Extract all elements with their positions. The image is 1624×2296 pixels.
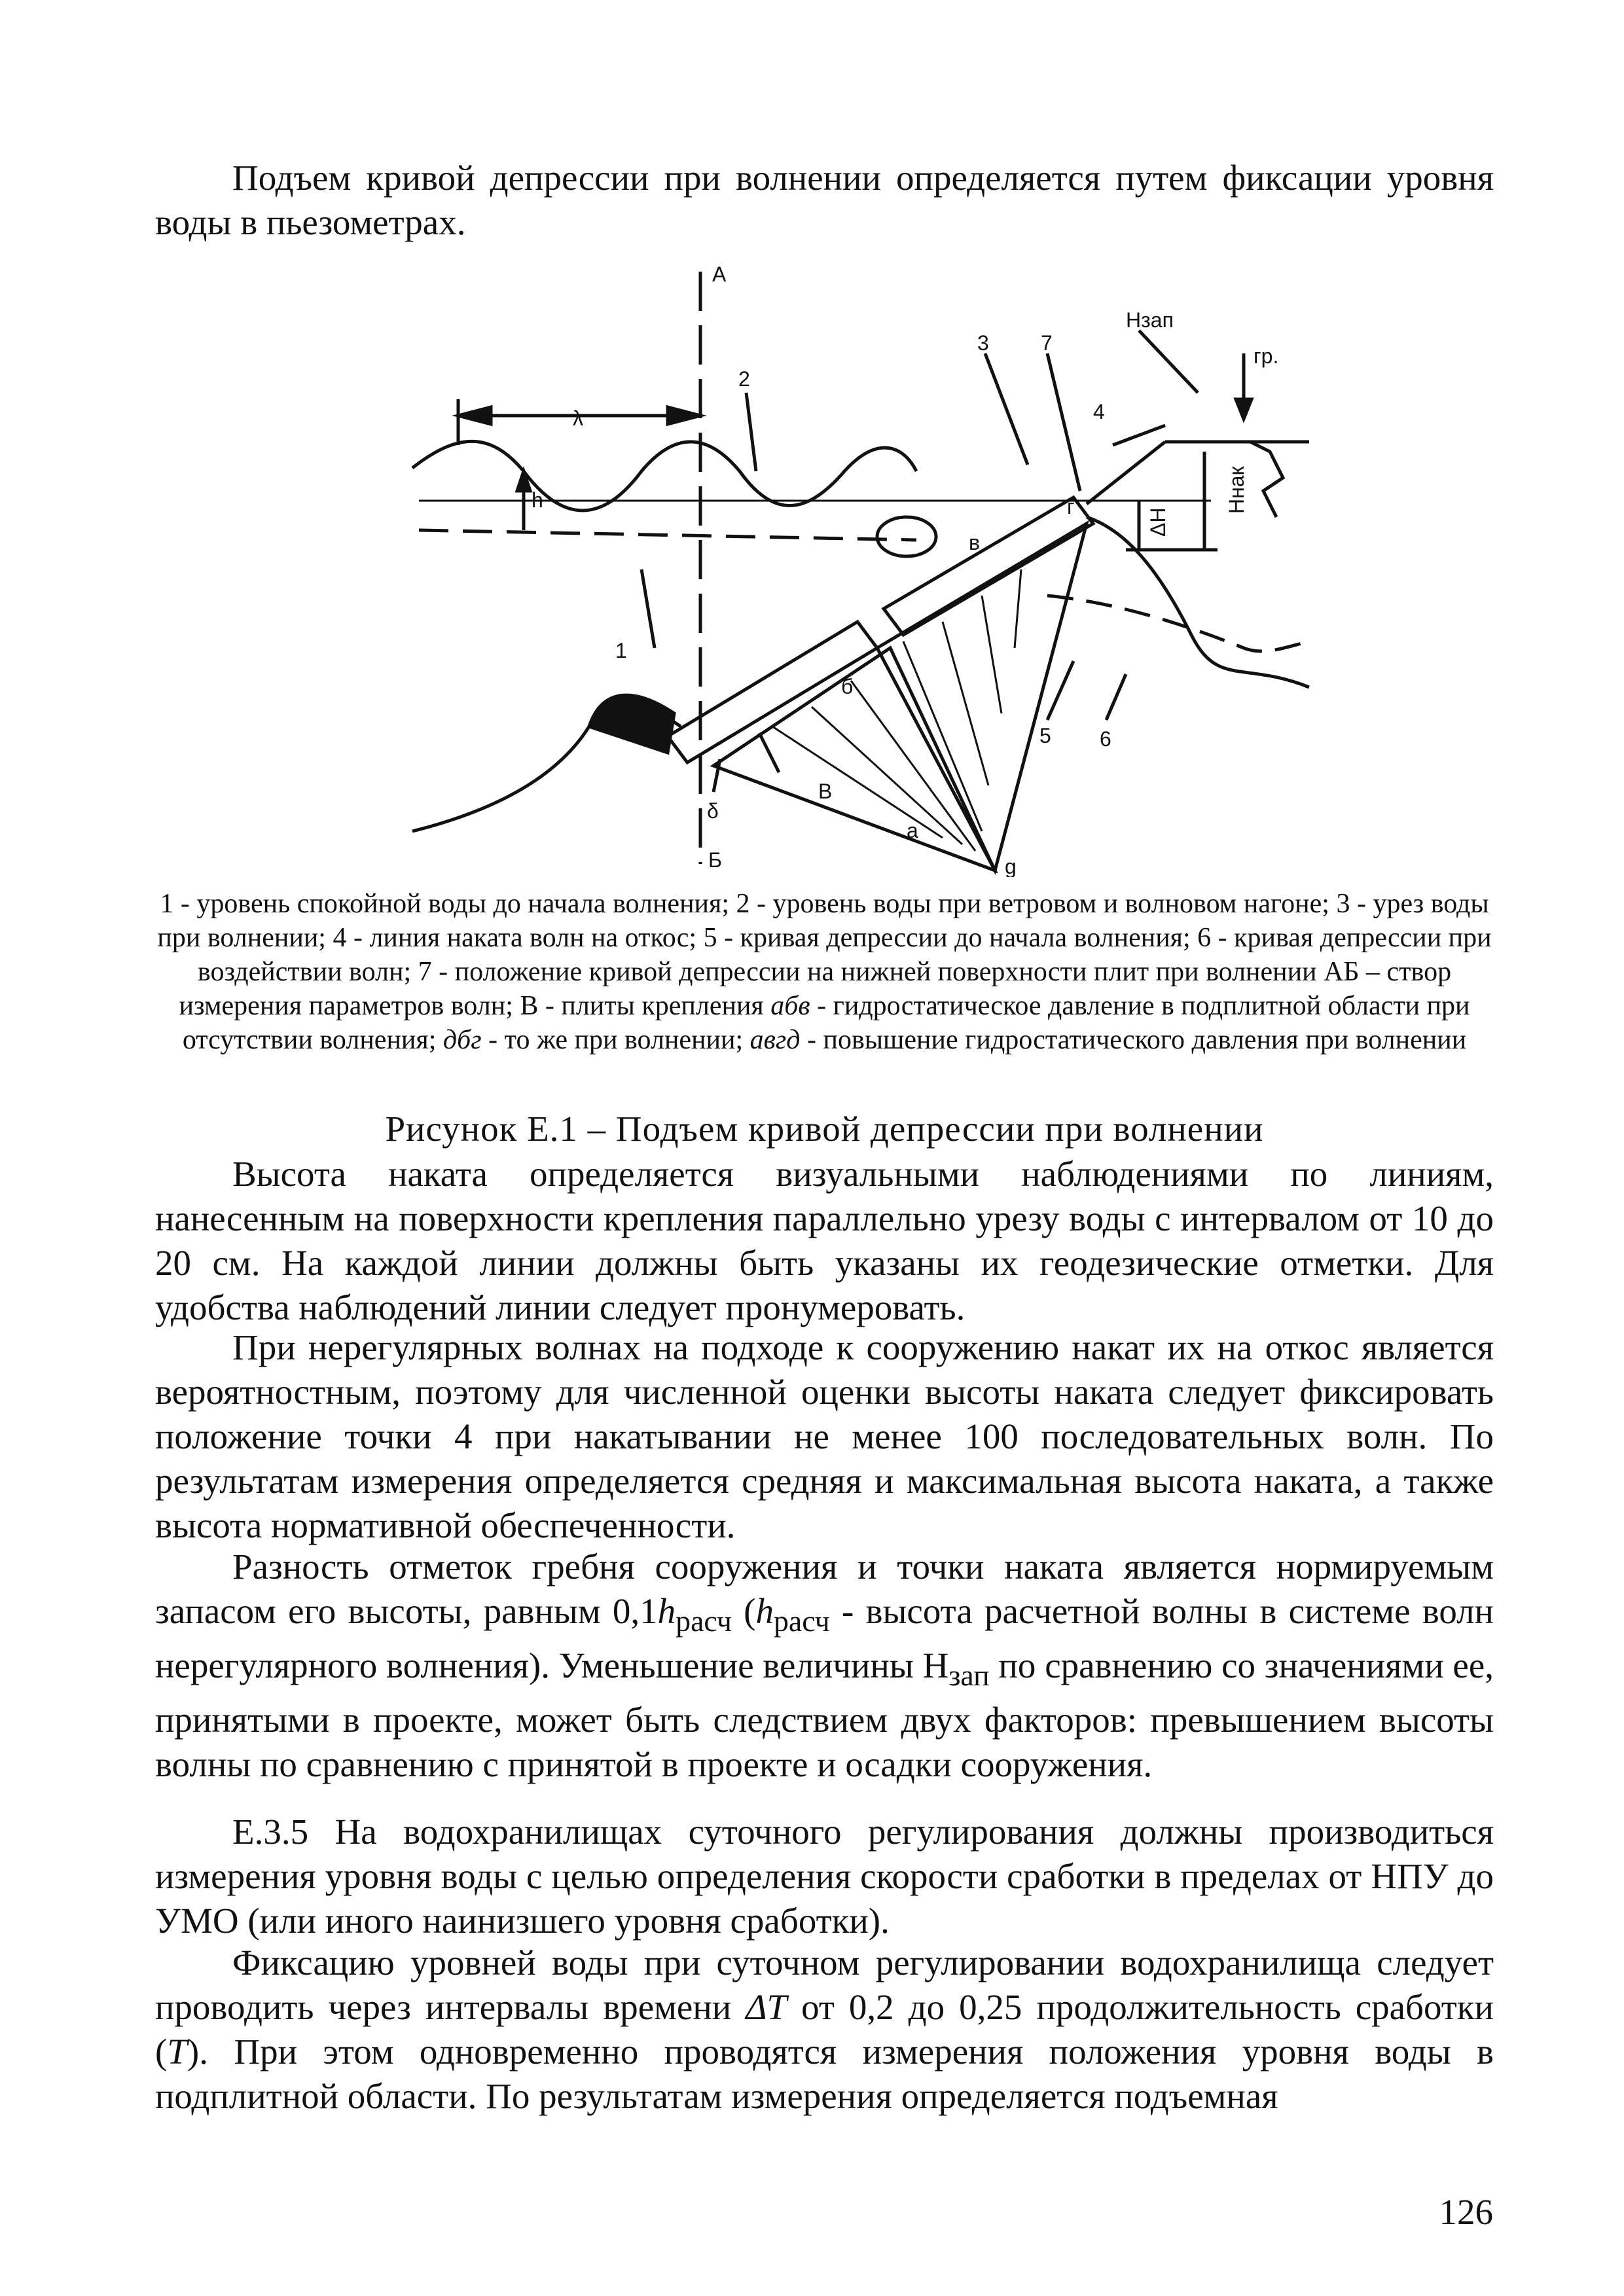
label-g: г [1067, 495, 1075, 518]
label-dH: ΔH [1146, 507, 1170, 537]
leader-3 [985, 353, 1028, 465]
paragraph-6: Фиксацию уровней воды при суточном регулировании водохранилища следует проводить через интервалы времени ΔT от 0,2 до 0,25 продолжительность сработки (T). При этом одновременно проводятся измерения положения уровня воды в подплитной области. По результатам измерения определяется подъемная [155, 1943, 1494, 2116]
page-number: 126 [1439, 2192, 1493, 2232]
label-4: 4 [1093, 400, 1105, 423]
leader-7 [1047, 353, 1080, 491]
leader-4 [1113, 425, 1165, 445]
paragraph-4: Разность отметок гребня сооружения и точки наката является нормируемым запасом его высоты, равным $0,1h_{расч}$ ($h_{расч}$ - высота расчетной волны в системе волн нерегулярного волнения). Уменьшение величины $Н_{зап}$ по сравнению со значениями ее, принятыми в проекте, может быть следствием двух факторов: превышением высоты волны по сравнению с принятой в проекте и осадки сооружения. [155, 1547, 1494, 1784]
label-hzap: Hзап [1126, 308, 1174, 332]
crest [1165, 442, 1283, 517]
label-v-plate: В [818, 780, 833, 803]
label-A: А [712, 262, 727, 286]
paragraph-1: Подъем кривой депрессии при волнении определяется путем фиксации уровня воды в пьезометрах. [155, 158, 1494, 242]
label-g-bottom: g [1005, 855, 1017, 877]
label-gr: гр. [1254, 344, 1279, 368]
paragraph-2: Высота наката определяется визуальными наблюдениями по линиям, нанесенным на поверхности крепления параллельно урезу воды с интервалом от 10 до 20 см. На каждой линии должны быть указаны их геодезические отметки. Для удобства наблюдений линии следует пронумеровать. [155, 1154, 1494, 1327]
label-2: 2 [738, 367, 750, 391]
leader-1 [641, 569, 655, 648]
label-lambda: λ [573, 406, 583, 430]
figure-title: Рисунок Е.1 – Подъем кривой депрессии при волнении [385, 1109, 1264, 1149]
label-6: 6 [1100, 727, 1111, 751]
depression-curve-during [1087, 517, 1309, 687]
label-v: в [969, 531, 980, 554]
leader-hzap [1139, 331, 1198, 393]
paragraph-5: Е.3.5 На водохранилищах суточного регулирования должны производиться измерения уровня воды с целью определения скорости сработки в пределах от НПУ до УМО (или иного наинизшего уровня сработки). [155, 1812, 1494, 1941]
lambda-arrow-left [458, 407, 491, 424]
figure-depression-curve [393, 255, 1322, 877]
lambda-arrow-right [668, 407, 700, 424]
label-h: h [532, 488, 543, 512]
label-7: 7 [1041, 331, 1053, 355]
leader-5 [1047, 661, 1074, 720]
label-b: б [841, 675, 854, 698]
label-hnak: Hнак [1225, 466, 1248, 514]
label-a: а [907, 819, 918, 842]
leader-v [759, 733, 779, 772]
leader-6 [1106, 674, 1126, 720]
figure-diagram [393, 255, 1322, 877]
label-1: 1 [615, 639, 627, 662]
label-delta: δ [707, 799, 719, 823]
label-B-cyr: Б [708, 848, 722, 872]
label-3: 3 [977, 331, 989, 355]
depression-curve-before [1047, 596, 1309, 651]
leader-2 [746, 393, 756, 471]
wave-break-ellipse [877, 517, 936, 556]
upper-slope [1087, 442, 1165, 504]
still-water-level [419, 530, 916, 540]
figure-caption: 1 - уровень спокойной воды до начала волнения; 2 - уровень воды при ветровом и волновом нагоне; 3 - урез воды при волнении; 4 - линия наката волн на откос; 5 - кривая депрессии до начала волнения; 6 - кривая депрессии при воздействии волн; 7 - положение кривой депрессии на нижней поверхности плит при волнении АБ – створ измерения параметров волн; В - плиты крепления абв - гидростатическое давление в подплитной области при отсутствии волнения; дбг - то же при волнении; авгд - повышение гидростатического давления при волнении [157, 889, 1492, 1055]
label-5: 5 [1039, 724, 1051, 747]
paragraph-3: При нерегулярных волнах на подходе к сооружению накат их на откос является вероятностным, поэтому для численной оценки высоты наката следует фиксировать положение точки 4 при накатывании не менее 100 последовательных волн. По результатам измерения определяется средняя и максимальная высота наката, а также высота нормативной обеспеченности. [155, 1327, 1494, 1545]
toe-rock [589, 695, 674, 753]
